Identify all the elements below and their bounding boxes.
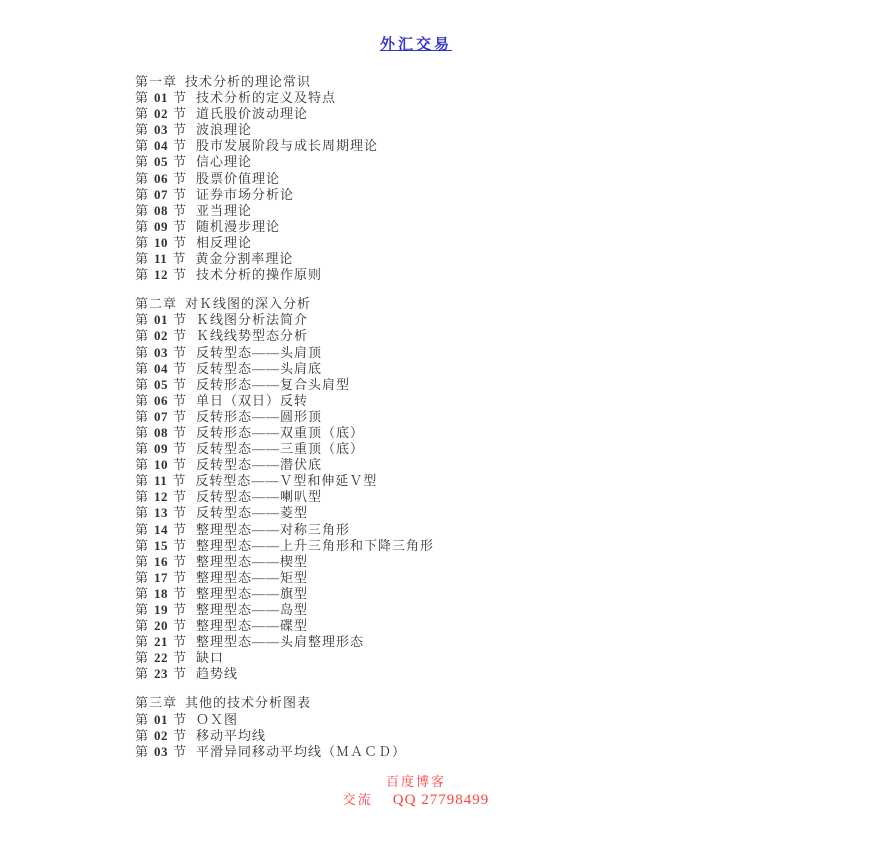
section-prefix: 第 — [135, 634, 150, 650]
section-number: 10 — [154, 457, 169, 473]
toc-entry — [135, 90, 697, 106]
toc-entry — [135, 219, 697, 235]
chapter-heading — [135, 695, 697, 711]
section-suffix: 节 — [173, 328, 188, 344]
section-suffix: 节 — [173, 489, 188, 505]
section-prefix: 第 — [135, 186, 150, 202]
section-prefix: 第 — [135, 537, 150, 553]
section-title: 波浪理论 — [196, 122, 253, 138]
section-number: 14 — [154, 521, 169, 537]
footer-note — [135, 773, 697, 810]
section-suffix: 节 — [173, 267, 188, 283]
section-prefix: 第 — [135, 138, 150, 154]
toc-entry — [135, 312, 697, 328]
toc-entry — [135, 106, 697, 122]
section-suffix: 节 — [173, 170, 188, 186]
section-title: 整理型态——旗型 — [196, 585, 309, 601]
section-title: 整理型态——上升三角形和下降三角形 — [196, 537, 435, 553]
section-title: 黄金分割率理论 — [195, 251, 294, 267]
section-prefix: 第 — [135, 666, 150, 682]
section-number: 19 — [154, 602, 169, 617]
section-title: 整理型态——矩型 — [196, 569, 309, 585]
toc-entry — [135, 602, 697, 618]
section-title: 整理型态——岛型 — [196, 602, 309, 617]
section-suffix: 节 — [173, 392, 188, 408]
section-number: 18 — [154, 585, 169, 601]
section-title: 反转型态——菱型 — [196, 505, 309, 521]
section-suffix: 节 — [173, 186, 188, 202]
toc-entry — [135, 538, 697, 554]
section-suffix: 节 — [173, 154, 188, 170]
section-title: 反转型态——潜伏底 — [196, 457, 323, 473]
toc-entry — [135, 251, 697, 267]
section-suffix: 节 — [173, 634, 188, 650]
section-title: 单日（双日）反转 — [196, 392, 309, 408]
toc-entry — [135, 393, 697, 409]
section-suffix: 节 — [173, 537, 188, 553]
toc-entry — [135, 328, 697, 344]
section-prefix: 第 — [135, 743, 150, 759]
toc-entry — [135, 457, 697, 473]
toc-entry — [135, 744, 697, 760]
section-number: 11 — [154, 473, 168, 489]
section-prefix: 第 — [135, 106, 150, 122]
section-title: 反转型态——三重顶（底） — [196, 441, 365, 457]
section-number: 03 — [154, 743, 169, 759]
section-suffix: 节 — [173, 618, 188, 634]
chapter-heading-title: 对Ｋ线图的深入分析 — [185, 296, 312, 312]
section-suffix: 节 — [173, 234, 188, 250]
section-prefix: 第 — [135, 553, 150, 569]
section-number: 09 — [154, 441, 169, 457]
section-suffix: 节 — [173, 711, 188, 727]
section-prefix: 第 — [135, 328, 150, 344]
toc-entry — [135, 409, 697, 425]
section-prefix: 第 — [135, 202, 150, 218]
section-suffix: 节 — [173, 376, 188, 392]
section-number: 05 — [154, 154, 169, 170]
section-title: 趋势线 — [196, 666, 239, 682]
toc-entry — [135, 554, 697, 570]
section-suffix: 节 — [173, 122, 188, 138]
section-suffix: 节 — [173, 666, 188, 682]
section-title: 技术分析的操作原则 — [196, 267, 323, 283]
toc-entry — [135, 489, 697, 505]
toc-entry — [135, 618, 697, 634]
section-title: 整理型态——头肩整理形态 — [196, 634, 365, 650]
toc-entry — [135, 122, 697, 138]
section-prefix: 第 — [135, 408, 150, 424]
section-prefix: 第 — [135, 376, 150, 392]
section-suffix: 节 — [173, 569, 188, 585]
chapter-heading-title: 技术分析的理论常识 — [185, 74, 312, 89]
document-content — [135, 0, 697, 810]
toc-entry — [135, 712, 697, 728]
chapter-heading — [135, 296, 697, 312]
section-prefix: 第 — [135, 234, 150, 250]
section-title: 整理型态——对称三角形 — [196, 521, 351, 537]
section-suffix: 节 — [173, 585, 188, 601]
toc-entry — [135, 187, 697, 203]
footer-qq-line — [135, 790, 697, 810]
section-prefix: 第 — [135, 218, 150, 234]
section-title: 移动平均线 — [196, 727, 267, 743]
section-prefix: 第 — [135, 602, 150, 617]
toc-entry — [135, 138, 697, 154]
section-number: 23 — [154, 666, 169, 682]
section-number: 06 — [154, 392, 169, 408]
section-prefix: 第 — [135, 473, 150, 489]
section-number: 08 — [154, 424, 169, 440]
section-suffix: 节 — [173, 424, 188, 440]
section-number: 05 — [154, 376, 169, 392]
section-suffix: 节 — [173, 360, 188, 376]
section-prefix: 第 — [135, 360, 150, 376]
document-title-link[interactable]: 外汇交易 — [379, 37, 452, 53]
section-title: 技术分析的定义及特点 — [196, 90, 337, 106]
section-title: 缺口 — [196, 650, 225, 666]
section-number: 15 — [154, 537, 169, 553]
chapter-heading-label: 第二章 — [135, 296, 178, 312]
section-prefix: 第 — [135, 727, 150, 743]
toc-entry — [135, 650, 697, 666]
section-title: 股市发展阶段与成长周期理论 — [196, 138, 379, 154]
section-number: 01 — [154, 711, 169, 727]
toc-entry — [135, 203, 697, 219]
chapter-heading-label: 第三章 — [135, 695, 178, 711]
toc-entry — [135, 267, 697, 283]
section-suffix: 节 — [172, 251, 187, 267]
section-suffix: 节 — [173, 457, 188, 473]
section-number: 03 — [154, 122, 169, 138]
section-suffix: 节 — [173, 743, 188, 759]
document-title-wrap — [135, 36, 697, 54]
section-number: 10 — [154, 234, 169, 250]
section-title: 整理型态——楔型 — [196, 553, 309, 569]
section-number: 01 — [154, 312, 169, 328]
chapter-block — [135, 695, 697, 759]
section-prefix: 第 — [135, 650, 150, 666]
section-title: 反转型态——喇叭型 — [196, 489, 323, 505]
section-number: 04 — [154, 138, 169, 154]
section-title: 股票价值理论 — [196, 170, 281, 186]
section-suffix: 节 — [173, 553, 188, 569]
section-prefix: 第 — [135, 170, 150, 186]
section-number: 13 — [154, 505, 169, 521]
section-prefix: 第 — [135, 521, 150, 537]
chapter-block — [135, 74, 697, 283]
section-prefix: 第 — [135, 267, 150, 283]
section-number: 04 — [154, 360, 169, 376]
section-title: 反转型态——头肩顶 — [196, 344, 323, 360]
toc-entry — [135, 425, 697, 441]
toc-entry — [135, 634, 697, 650]
section-prefix: 第 — [135, 618, 150, 634]
section-title: 证券市场分析论 — [196, 186, 295, 202]
toc-entry — [135, 473, 697, 489]
section-suffix: 节 — [173, 202, 188, 218]
section-prefix: 第 — [135, 424, 150, 440]
section-title: ＯＸ图 — [196, 711, 239, 727]
section-number: 08 — [154, 202, 169, 218]
section-number: 20 — [154, 618, 169, 634]
section-prefix: 第 — [135, 122, 150, 138]
section-title: Ｋ线线势型态分析 — [196, 328, 309, 344]
section-prefix: 第 — [135, 569, 150, 585]
toc-entry — [135, 441, 697, 457]
toc-entry — [135, 728, 697, 744]
section-number: 03 — [154, 344, 169, 360]
section-number: 07 — [154, 408, 169, 424]
section-prefix: 第 — [135, 154, 150, 170]
chapter-heading — [135, 74, 697, 90]
section-title: 整理型态——碟型 — [196, 618, 309, 634]
section-suffix: 节 — [173, 441, 188, 457]
section-prefix: 第 — [135, 489, 150, 505]
toc-entry — [135, 235, 697, 251]
section-title: 反转形态——复合头肩型 — [196, 376, 351, 392]
toc-entry — [135, 154, 697, 170]
section-number: 07 — [154, 186, 169, 202]
section-suffix: 节 — [173, 106, 188, 122]
section-prefix: 第 — [135, 344, 150, 360]
toc-entry — [135, 171, 697, 187]
toc-entry — [135, 666, 697, 682]
toc-entry — [135, 570, 697, 586]
section-title: 反转型态——头肩底 — [196, 360, 323, 376]
section-prefix: 第 — [135, 441, 150, 457]
section-number: 12 — [154, 489, 169, 505]
section-number: 21 — [154, 634, 169, 650]
section-suffix: 节 — [173, 727, 188, 743]
section-number: 16 — [154, 553, 169, 569]
chapter-block — [135, 296, 697, 682]
section-title: 随机漫步理论 — [196, 218, 281, 234]
section-number: 02 — [154, 106, 169, 122]
toc-entry — [135, 345, 697, 361]
section-suffix: 节 — [173, 505, 188, 521]
section-prefix: 第 — [135, 251, 150, 267]
section-suffix: 节 — [173, 408, 188, 424]
chapter-heading-title: 其他的技术分析图表 — [185, 695, 312, 711]
section-number: 11 — [154, 251, 168, 267]
toc — [135, 74, 697, 760]
section-suffix: 节 — [173, 312, 188, 328]
toc-entry — [135, 522, 697, 538]
section-title: Ｋ线图分析法简介 — [196, 312, 309, 328]
section-prefix: 第 — [135, 585, 150, 601]
chapter-heading-label: 第一章 — [135, 74, 178, 89]
section-title: 相反理论 — [196, 234, 253, 250]
section-suffix: 节 — [172, 473, 187, 489]
section-number: 02 — [154, 727, 169, 743]
section-suffix: 节 — [173, 650, 188, 666]
section-title: 信心理论 — [196, 154, 253, 170]
section-number: 22 — [154, 650, 169, 666]
section-number: 02 — [154, 328, 169, 344]
section-prefix: 第 — [135, 312, 150, 328]
section-title: 亚当理论 — [196, 202, 253, 218]
section-number: 17 — [154, 569, 169, 585]
section-number: 12 — [154, 267, 169, 283]
section-prefix: 第 — [135, 90, 150, 106]
section-prefix: 第 — [135, 457, 150, 473]
footer-qq-number: QQ 27798499 — [392, 791, 490, 808]
section-title: 反转形态——圆形顶 — [196, 408, 323, 424]
toc-entry — [135, 586, 697, 602]
section-title: 反转形态——双重顶（底） — [196, 424, 365, 440]
section-prefix: 第 — [135, 505, 150, 521]
section-prefix: 第 — [135, 392, 150, 408]
section-title: 道氏股价波动理论 — [196, 106, 309, 122]
section-number: 09 — [154, 218, 169, 234]
toc-entry — [135, 505, 697, 521]
section-suffix: 节 — [173, 344, 188, 360]
section-suffix: 节 — [173, 521, 188, 537]
footer-contact-label: 交流 — [342, 791, 373, 807]
section-title: 平滑异同移动平均线（ＭＡＣＤ） — [196, 743, 407, 759]
toc-entry — [135, 377, 697, 393]
section-suffix: 节 — [173, 218, 188, 234]
footer-blog-line: 百度博客 — [385, 773, 446, 789]
section-suffix: 节 — [173, 602, 188, 617]
section-suffix: 节 — [173, 138, 188, 154]
toc-entry — [135, 361, 697, 377]
section-prefix: 第 — [135, 711, 150, 727]
section-title: 反转型态——Ｖ型和伸延Ｖ型 — [195, 473, 378, 489]
section-suffix: 节 — [173, 90, 188, 106]
section-number: 01 — [154, 90, 169, 106]
section-number: 06 — [154, 170, 169, 186]
